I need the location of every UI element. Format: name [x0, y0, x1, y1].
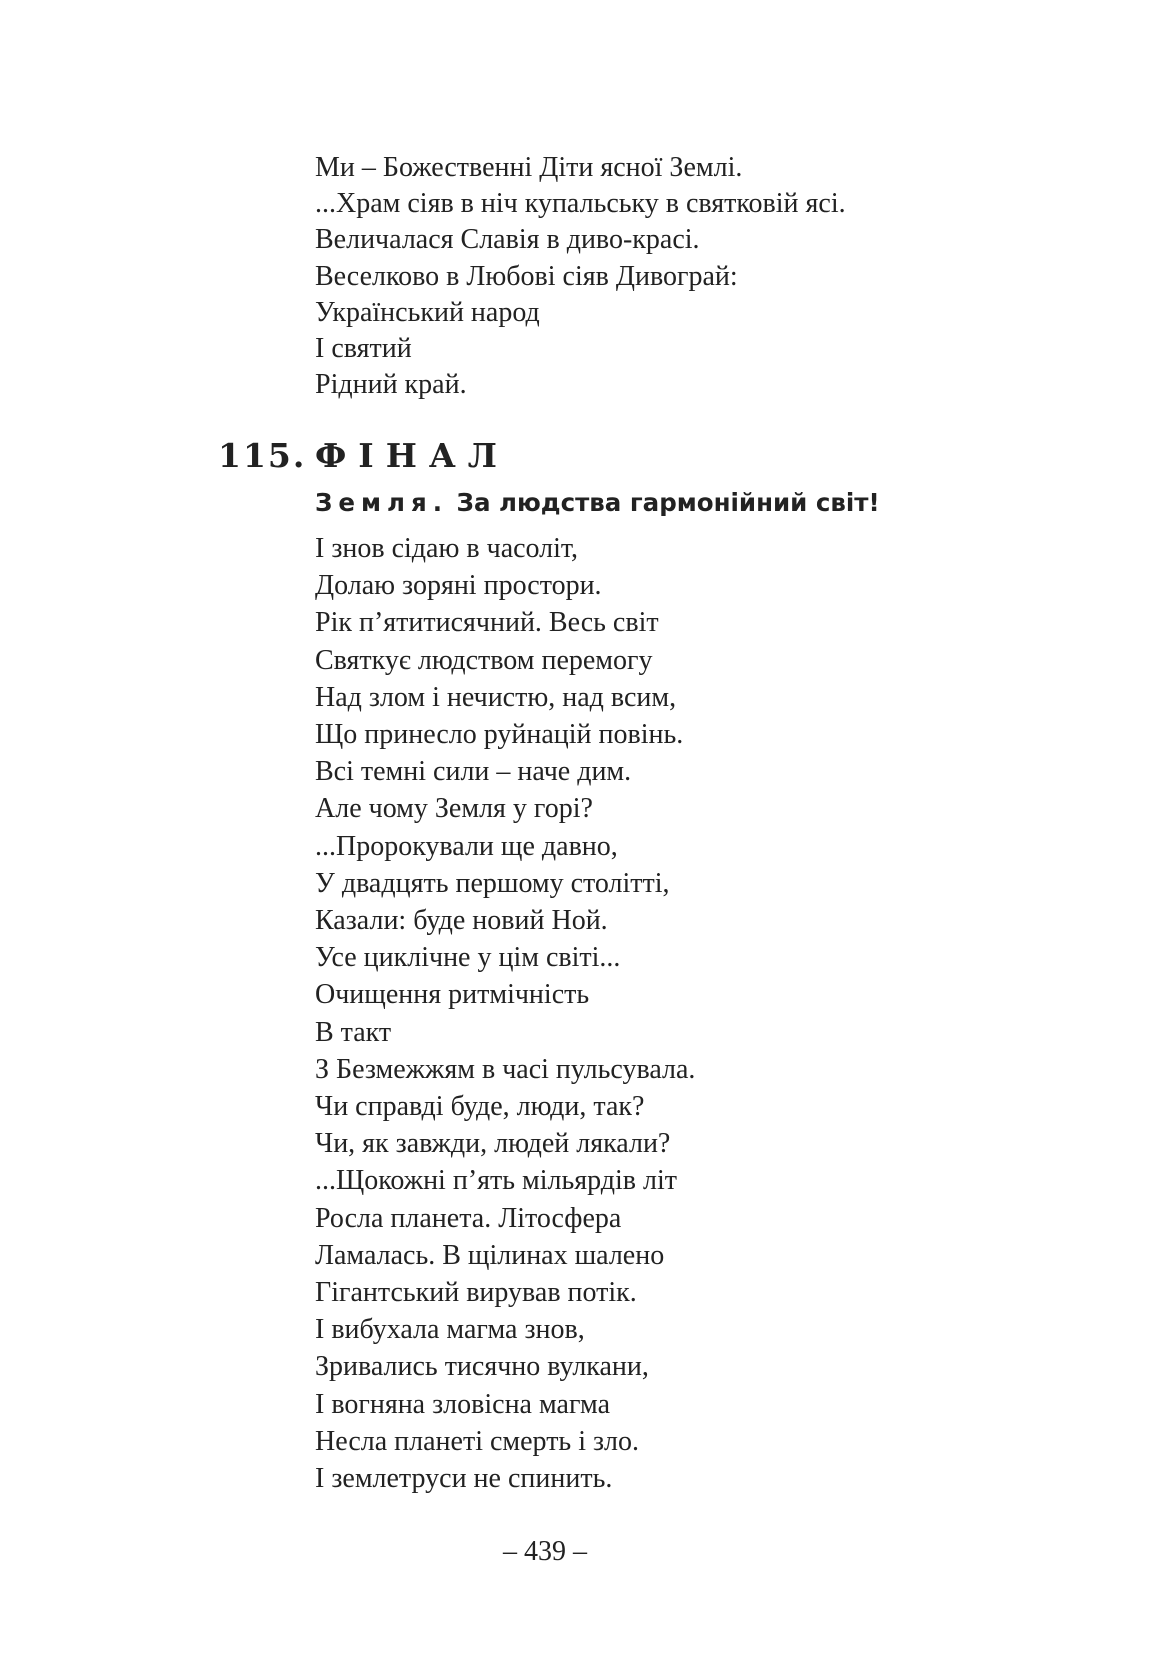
stanza-top: [315, 150, 1115, 403]
verse-line: Але чому Земля у горі?: [315, 793, 593, 825]
verse-line: Гігантський вирував потік.: [315, 1277, 637, 1309]
section-title: ФІНАЛ: [315, 436, 509, 475]
verse-line: Ми – Божественні Діти ясної Землі.: [315, 152, 743, 183]
verse-line: І знов сідаю в часоліт,: [315, 533, 579, 564]
verse-line: ...Храм сіяв в ніч купальську в святковій ясі.: [315, 188, 846, 220]
verse-line: З Безмежжям в часі пульсувала.: [315, 1053, 696, 1085]
verse-line: Величалася Славія в диво-красі.: [315, 224, 700, 256]
verse-line: Казали: буде новий Ной.: [315, 905, 608, 937]
verse-line: І вогняна зловісна магма: [315, 1388, 611, 1420]
section-number: 115.: [218, 436, 307, 475]
verse-line: Росла планета. Літосфера: [315, 1202, 622, 1234]
verse-line: І вибухала магма знов,: [315, 1314, 585, 1346]
verse-line: ...Пророкували ще давно,: [315, 830, 618, 862]
verse-line: Веселково в Любові сіяв Дивограй:: [315, 260, 738, 292]
verse-line: Несла планеті смерть і зло.: [315, 1425, 640, 1457]
verse-line: Над злом і нечистю, над всим,: [315, 681, 677, 713]
verse-line: Чи, як завжди, людей лякали?: [315, 1128, 671, 1160]
section-subtitle: [315, 486, 1135, 520]
verse-line: Святкує людством перемогу: [315, 644, 653, 676]
verse-line: Ламалась. В щілинах шалено: [315, 1239, 665, 1271]
verse-line: У двадцять першому столітті,: [315, 867, 670, 899]
verse-line: Чи справді буде, люди, так?: [315, 1091, 645, 1123]
page-number: – 439 –: [503, 1536, 587, 1567]
verse-line: Усе циклічне у цім світі...: [315, 942, 621, 974]
verse-line: В такт: [315, 1016, 392, 1048]
verse-line: Український народ: [315, 296, 540, 328]
section-heading: [218, 434, 1118, 478]
verse-line: Всі темні сили – наче дим.: [315, 756, 632, 788]
verse-line: Очищення ритмічність: [315, 979, 590, 1011]
verse-line: Що принесло руйнацій повінь.: [315, 719, 684, 751]
verse-line: ...Щокожні п’ять мільярдів літ: [315, 1165, 678, 1197]
verse-line: Долаю зоряні простори.: [315, 570, 602, 602]
verse-line: І землетруси не спинить.: [315, 1463, 613, 1495]
verse-line: Рідний край.: [315, 369, 467, 401]
subtitle-spaced-word: Земля.: [315, 488, 449, 517]
subtitle-text: За людства гармонійний світ!: [448, 488, 880, 517]
poem-body: [315, 530, 1115, 1497]
verse-line: І святий: [315, 333, 412, 365]
verse-line: Рік п’ятитисячний. Весь світ: [315, 607, 659, 639]
verse-line: Зривались тисячно вулкани,: [315, 1351, 649, 1383]
